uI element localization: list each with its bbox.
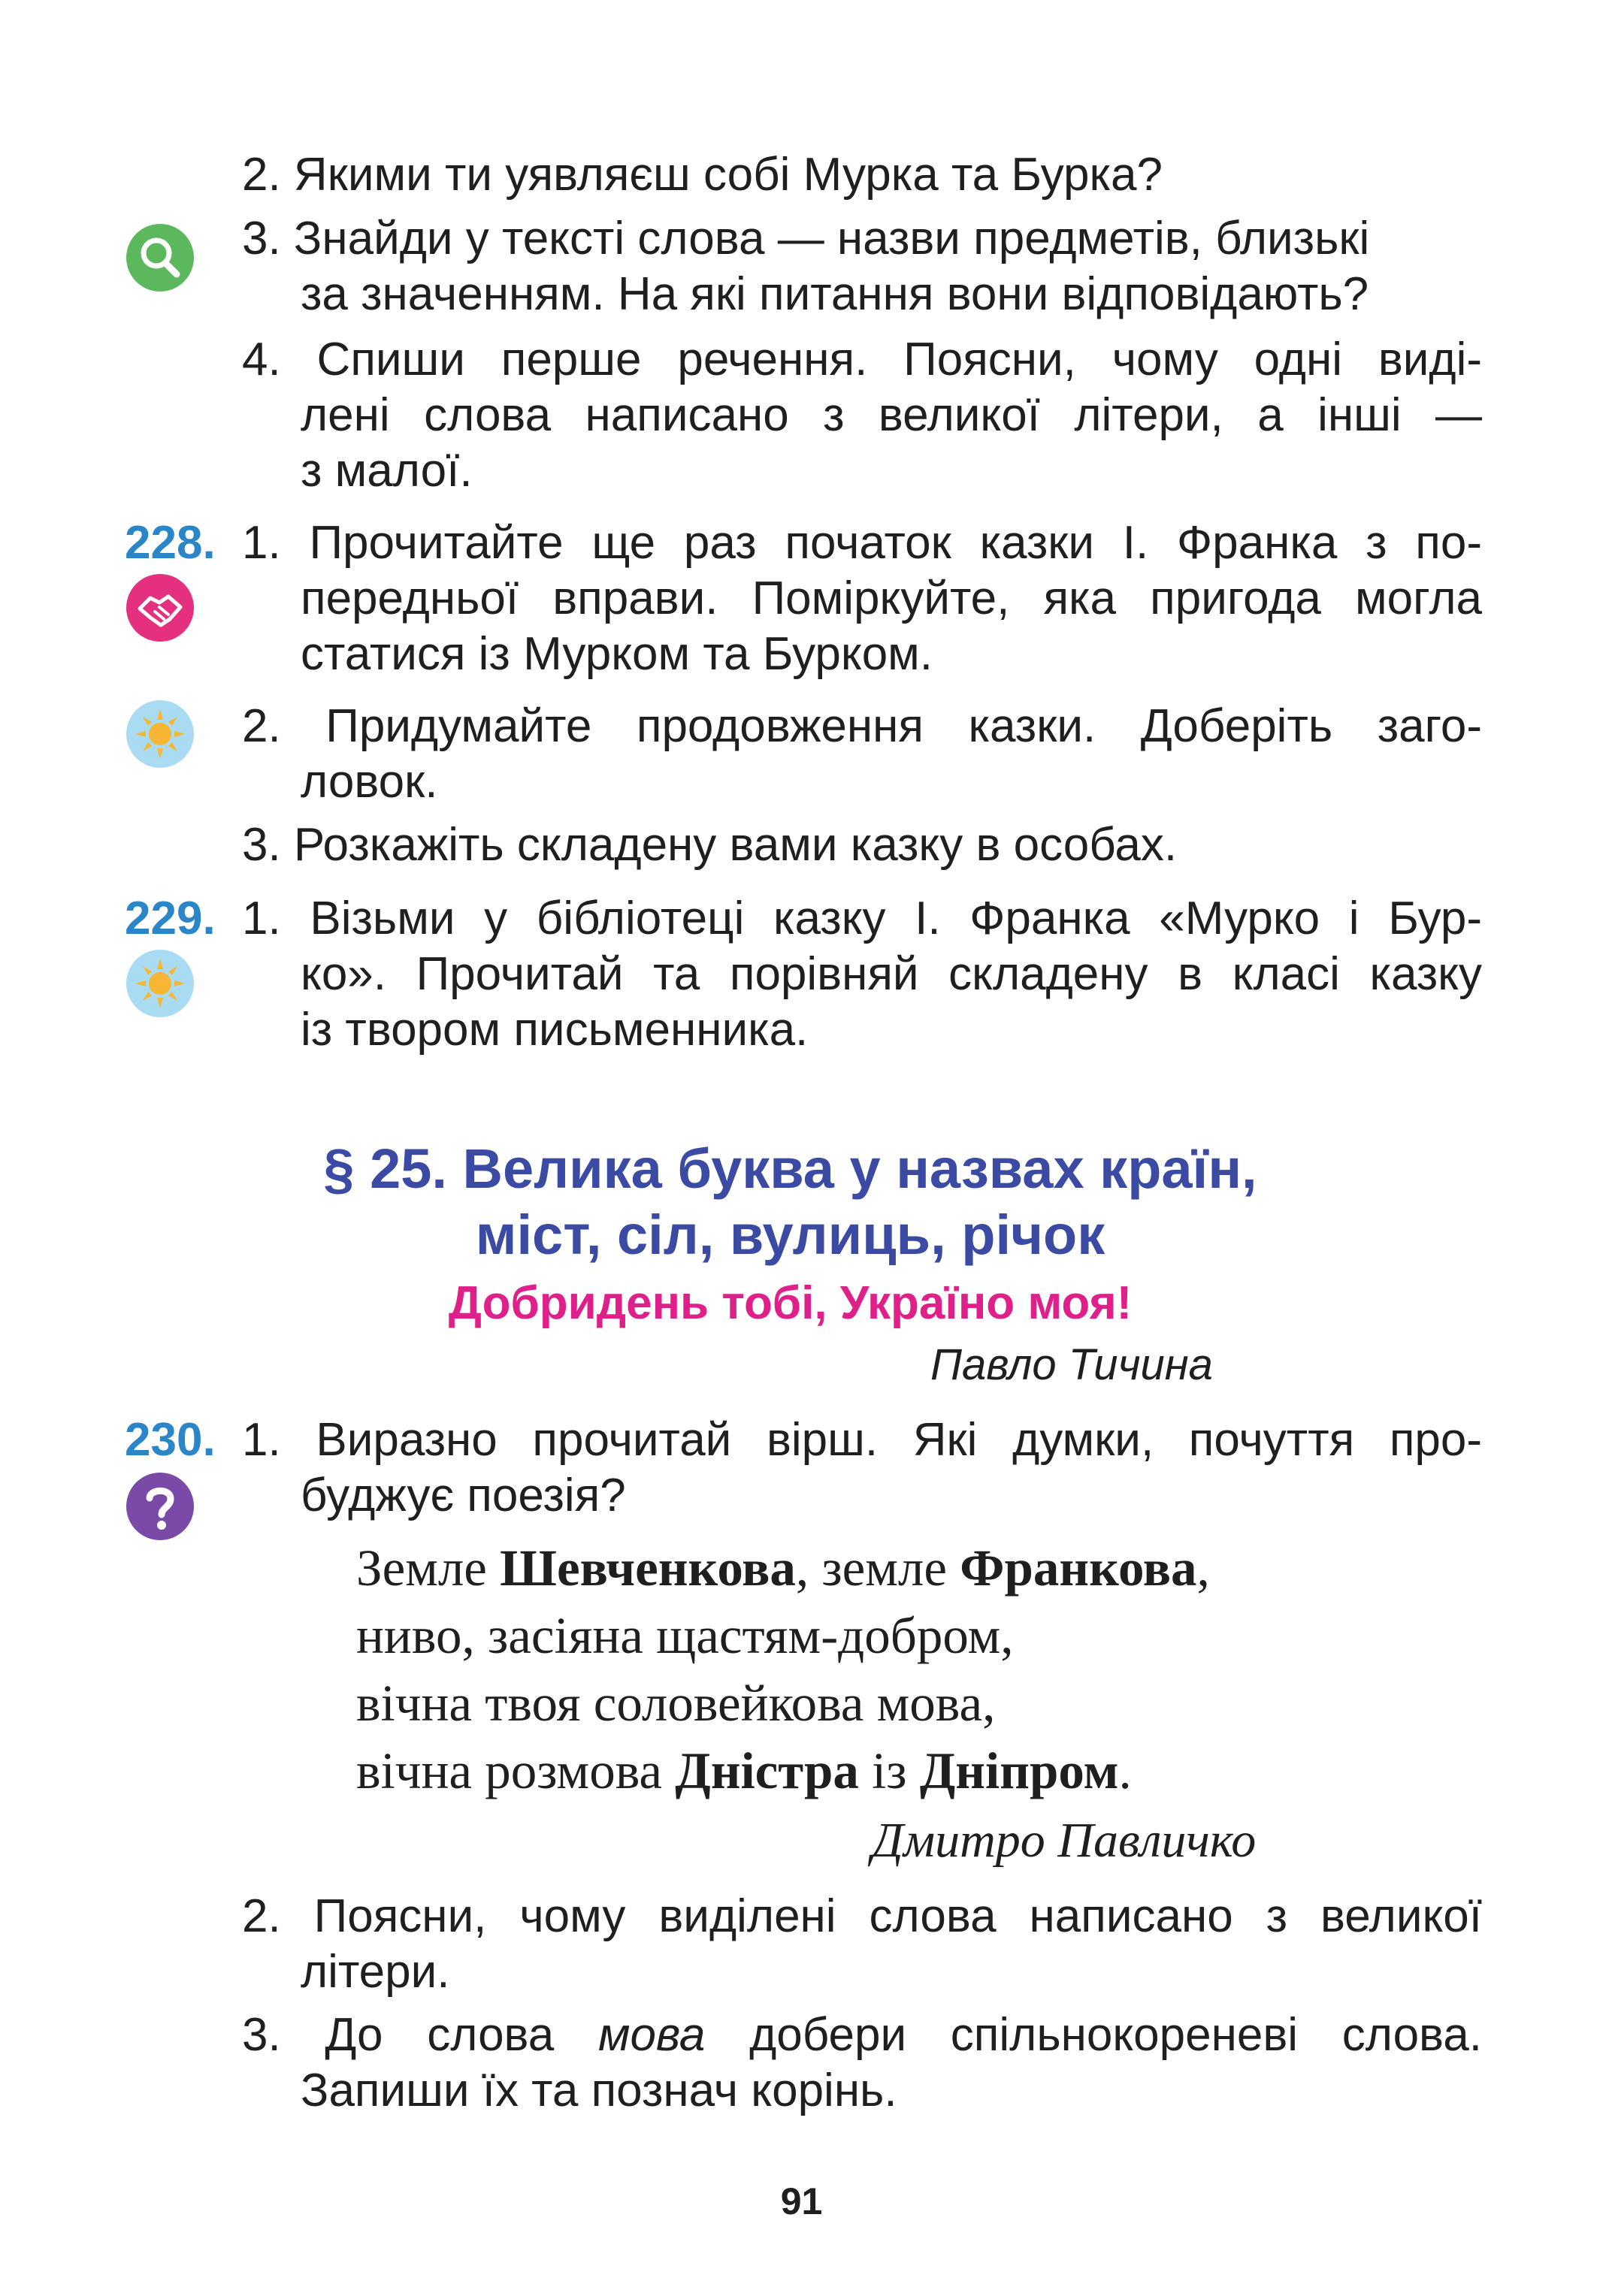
handshake-icon <box>125 572 195 643</box>
exercise-229-item-1-line-3: із твором письменника. <box>301 1004 809 1056</box>
exercise-228-item-1-line-2: передньої вправи. Поміркуйте, яка пригода могла <box>301 572 1482 624</box>
sun-icon <box>125 699 195 769</box>
sun-icon <box>125 948 195 1019</box>
section-title-line-2: міст, сіл, вулиць, річок <box>475 1204 1105 1266</box>
epigraph-author: Павло Тичина <box>930 1340 1213 1389</box>
question-2: 2. Якими ти уявляєш собі Мурка та Бурка? <box>242 149 1163 201</box>
highlighted-word: Франкова <box>960 1539 1197 1597</box>
page-number: 91 <box>780 2180 823 2222</box>
exercise-228-item-2-line-1: 2. Придумайте продовження казки. Доберіть заго- <box>242 700 1482 752</box>
exercise-228-item-1-line-3: статися із Мурком та Бурком. <box>301 628 933 680</box>
italic-word: мова <box>597 2009 706 2061</box>
exercise-229-item-1-line-2: ко». Прочитай та порівняй складену в класі казку <box>301 948 1482 1000</box>
highlighted-word: Шевченкова <box>500 1539 796 1597</box>
exercise-230-item-2-line-2: літери. <box>301 1946 450 1998</box>
exercise-230-item-1-line-2: буджує поезія? <box>301 1470 626 1521</box>
section-epigraph: Добридень тобі, Україно моя! <box>448 1277 1133 1329</box>
question-3-line-2: за значенням. На які питання вони відповідають? <box>301 268 1369 320</box>
exercise-230-item-3-line-2: Запиши їх та познач корінь. <box>301 2065 897 2116</box>
exercise-230-item-2-line-1: 2. Поясни, чому виділені слова написано з великої <box>242 1890 1482 1942</box>
exercise-228-item-3: 3. Розкажіть складену вами казку в особах. <box>242 819 1178 871</box>
exercise-number-229: 229. <box>125 893 216 944</box>
question-icon <box>125 1471 195 1542</box>
highlighted-word: Дністра <box>675 1742 859 1799</box>
poem-line-1: Земле Шевченкова, земле Франкова, <box>356 1539 1210 1597</box>
section-title-line-1: § 25. Велика буква у назвах країн, <box>323 1137 1257 1200</box>
question-3-line-1: 3. Знайди у тексті слова — назви предметів, близькі <box>242 213 1370 264</box>
exercise-228-item-2-line-2: ловок. <box>301 756 438 808</box>
exercise-229-item-1-line-1: 1. Візьми у бібліотеці казку І. Франка «Мурко і Бур- <box>242 893 1482 944</box>
exercise-230-item-3-line-1: 3. До слова мова добери спільнокореневі слова. <box>242 2009 1482 2061</box>
question-4-line-3: з малої. <box>301 445 473 497</box>
poem-author: Дмитро Павличко <box>872 1813 1257 1868</box>
exercise-number-230: 230. <box>125 1414 216 1466</box>
question-4-line-2: лені слова написано з великої літери, а інші — <box>301 389 1482 441</box>
exercise-number-228: 228. <box>125 517 216 569</box>
highlighted-word: Дніпром <box>919 1742 1119 1799</box>
poem-line-2: ниво, засіяна щастям-добром, <box>356 1607 1014 1664</box>
poem-line-3: вічна твоя соловейкова мова, <box>356 1675 996 1732</box>
search-icon <box>125 222 195 293</box>
poem-line-4: вічна розмова Дністра із Дніпром. <box>356 1742 1132 1799</box>
exercise-230-item-1-line-1: 1. Виразно прочитай вірш. Які думки, почуття про- <box>242 1414 1482 1466</box>
question-4-line-1: 4. Спиши перше речення. Поясни, чому одні виді- <box>242 334 1482 385</box>
exercise-228-item-1-line-1: 1. Прочитайте ще раз початок казки І. Франка з по- <box>242 517 1482 569</box>
